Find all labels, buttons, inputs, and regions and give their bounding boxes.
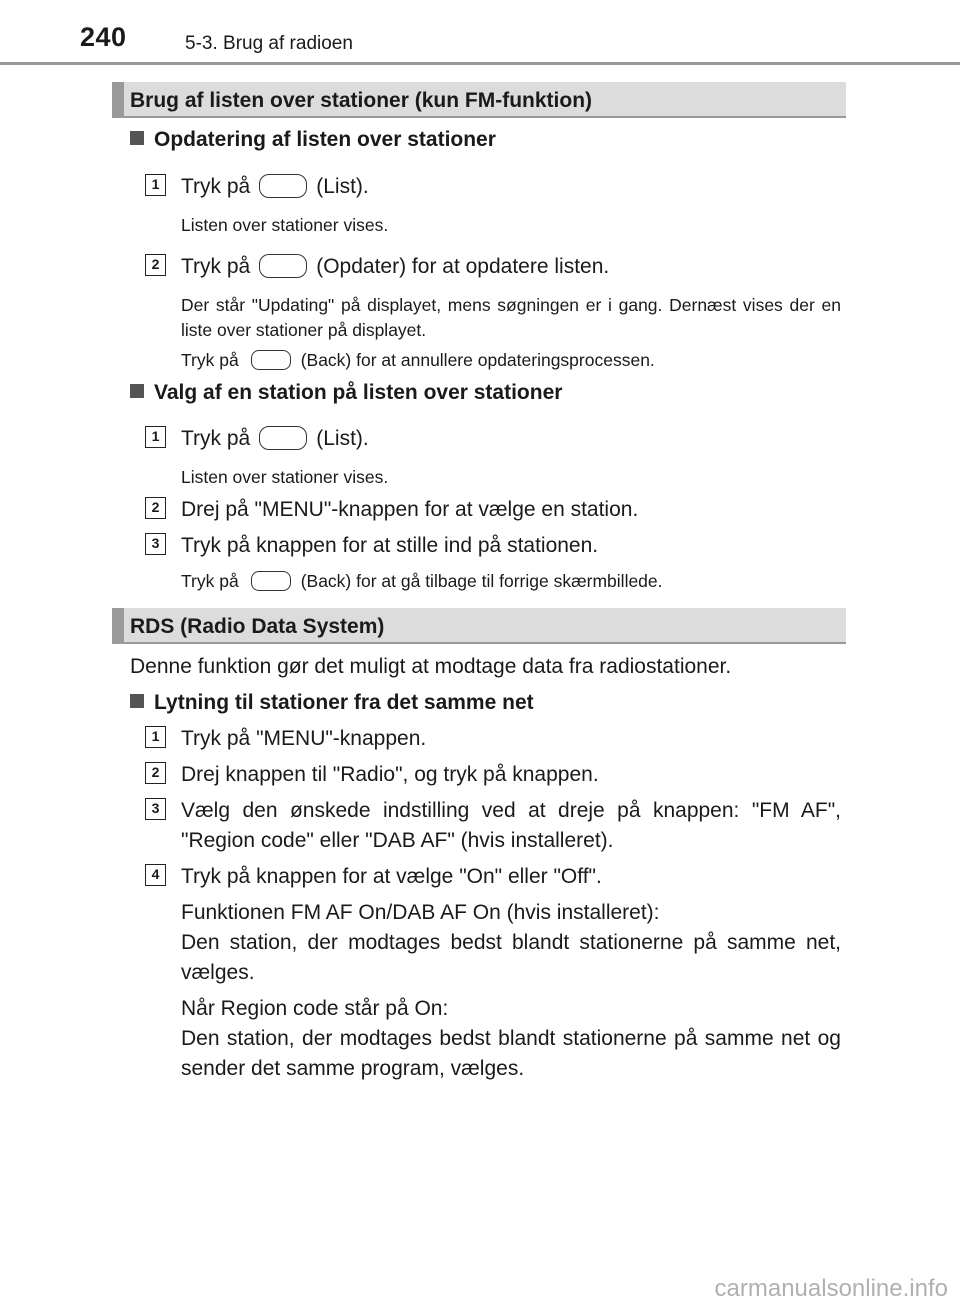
list-key-icon (259, 426, 307, 450)
af-explanation-title: Funktionen FM AF On/DAB AF On (hvis installeret): (181, 901, 660, 924)
step-number: 1 (145, 426, 166, 448)
section-bar-station-list (112, 82, 846, 118)
step-rds-4 (145, 862, 841, 892)
square-bullet-icon (130, 131, 144, 145)
header-divider (0, 62, 960, 65)
subheading-text: Valg af en station på listen over stationer (154, 381, 563, 404)
step-number: 2 (145, 254, 166, 276)
subheading-update-list (130, 128, 496, 152)
chapter-title: 5-3. Brug af radioen (185, 33, 353, 54)
update-key-icon (259, 254, 307, 278)
step-text: Tryk på "MENU"-knappen. (181, 727, 427, 750)
step-note: Listen over stationer vises. (181, 467, 389, 487)
back-note (181, 569, 841, 594)
square-bullet-icon (130, 384, 144, 398)
step-note: Der står "Updating" på displayet, mens søgningen er i gang. Dernæst vises der en liste over stationer på displayet. (181, 295, 841, 340)
step-text: Vælg den ønskede indstilling ved at dreje på knappen: "FM AF", "Region code" eller "DAB AF" (hvis installeret). (181, 799, 841, 852)
section-accent (112, 82, 124, 116)
af-explanation-body: Den station, der modtages bedst blandt stationerne på samme net, vælges. (181, 931, 841, 984)
step-select-2 (145, 495, 841, 525)
page-number: 240 (80, 22, 127, 52)
step-text-after: (Opdater) for at opdatere listen. (316, 255, 610, 278)
cancel-note (181, 348, 841, 373)
region-code-title: Når Region code står på On: (181, 997, 449, 1020)
subheading-select-station (130, 381, 562, 405)
step-select-3 (145, 531, 841, 561)
back-key-icon (251, 350, 291, 370)
step-update-2 (145, 252, 841, 282)
region-code-explanation (181, 994, 841, 1084)
watermark: carmanualsonline.info (714, 1275, 948, 1302)
step-text (181, 424, 841, 454)
section-title: Brug af listen over stationer (kun FM-funktion) (130, 89, 593, 112)
step-text: Drej på "MENU"-knappen for at vælge en station. (181, 498, 639, 521)
region-code-body: Den station, der modtages bedst blandt stationerne på samme net og sender det samme program, vælges. (181, 1027, 841, 1080)
step-number: 2 (145, 497, 166, 519)
step-number: 2 (145, 762, 166, 784)
step-text-after: (List). (316, 175, 369, 198)
step-rds-1 (145, 724, 841, 754)
subheading-text: Lytning til stationer fra det samme net (154, 691, 534, 714)
back-key-icon (251, 571, 291, 591)
section-title: RDS (Radio Data System) (130, 615, 385, 638)
step-text: Drej knappen til "Radio", og tryk på knappen. (181, 763, 599, 786)
square-bullet-icon (130, 694, 144, 708)
rds-intro: Denne funktion gør det muligt at modtage data fra radiostationer. (130, 655, 732, 678)
note-text-before: Tryk på (181, 571, 239, 591)
step-number: 1 (145, 726, 166, 748)
subheading-same-network (130, 691, 534, 715)
note-text-after: (Back) for at gå tilbage til forrige skærmbillede. (300, 571, 663, 591)
step-text-before: Tryk på (181, 175, 251, 198)
step-text-after: (List). (316, 427, 369, 450)
step-number: 3 (145, 798, 166, 820)
step-select-1 (145, 424, 841, 454)
note-text-after: (Back) for at annullere opdateringsprocessen. (300, 350, 655, 370)
step-number: 1 (145, 174, 166, 196)
step-text-before: Tryk på (181, 427, 251, 450)
section-bar-rds (112, 608, 846, 644)
af-explanation (181, 898, 841, 988)
step-text: Tryk på knappen for at vælge "On" eller "Off". (181, 865, 602, 888)
step-update-1 (145, 172, 841, 202)
subheading-text: Opdatering af listen over stationer (154, 128, 496, 151)
step-number: 3 (145, 533, 166, 555)
step-number: 4 (145, 864, 166, 886)
note-text-before: Tryk på (181, 350, 239, 370)
step-text-before: Tryk på (181, 255, 251, 278)
page-header (0, 0, 960, 68)
step-text: Tryk på knappen for at stille ind på stationen. (181, 534, 599, 557)
step-rds-3 (145, 796, 841, 856)
step-rds-2 (145, 760, 841, 790)
step-text (181, 172, 841, 202)
step-note: Listen over stationer vises. (181, 215, 389, 235)
list-key-icon (259, 174, 307, 198)
section-accent (112, 608, 124, 642)
step-text (181, 252, 841, 282)
